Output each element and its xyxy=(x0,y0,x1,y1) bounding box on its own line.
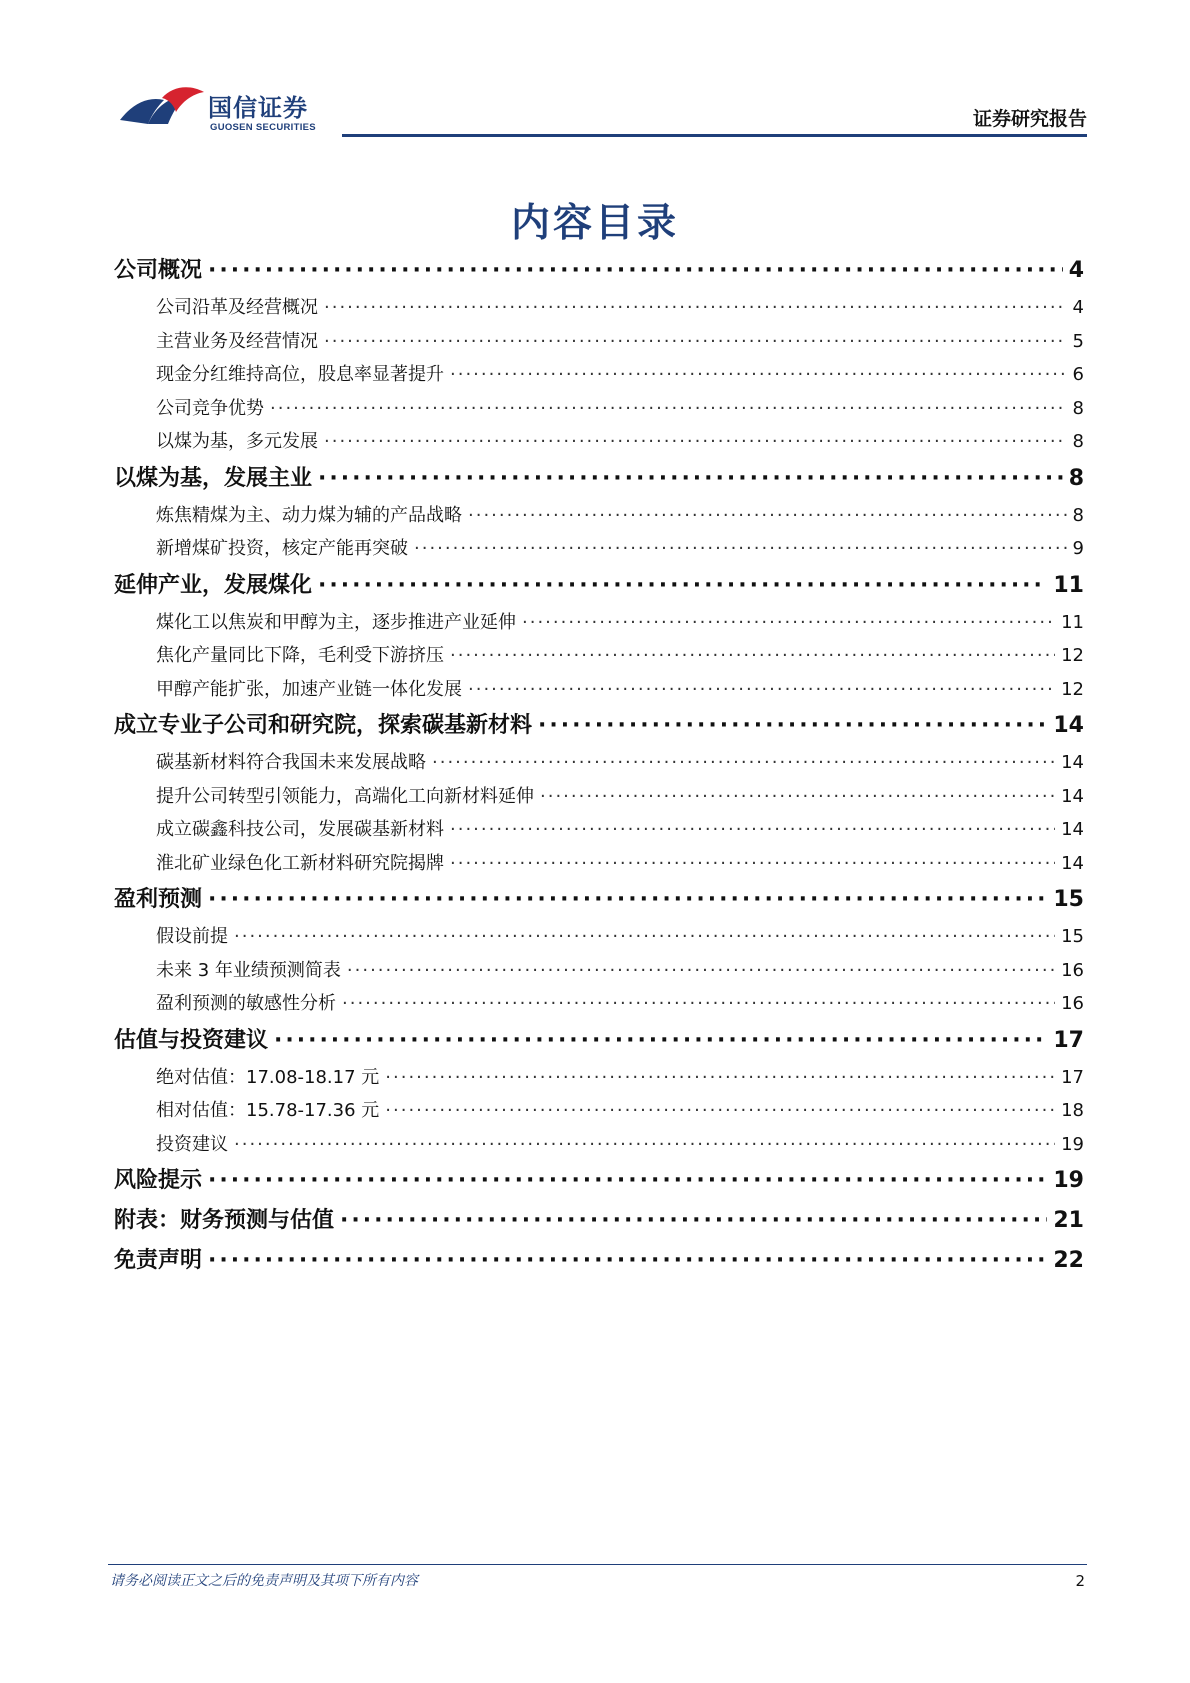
toc-entry-title: 提升公司转型引领能力，高端化工向新材料延伸 xyxy=(156,785,534,807)
toc-subsection[interactable] xyxy=(114,954,1084,988)
toc-subsection[interactable] xyxy=(114,392,1084,426)
toc-leader-dots xyxy=(468,499,1067,533)
toc-subsection[interactable] xyxy=(114,847,1084,881)
company-name-en: GUOSEN SECURITIES xyxy=(210,122,316,133)
toc-entry-title: 现金分红维持高位，股息率显著提升 xyxy=(156,364,444,385)
toc-page-number: 14 xyxy=(1061,819,1084,840)
toc-section[interactable] xyxy=(114,1201,1084,1241)
table-of-contents xyxy=(114,251,1084,1281)
toc-subsection[interactable] xyxy=(114,780,1084,814)
toc-leader-dots xyxy=(324,325,1067,359)
page-header xyxy=(0,0,1190,140)
toc-page-number: 9 xyxy=(1072,538,1084,559)
toc-leader-dots xyxy=(270,392,1067,426)
toc-entry-title: 炼焦精煤为主、动力煤为辅的产品战略 xyxy=(156,504,462,526)
toc-leader-dots xyxy=(208,251,1063,291)
toc-leader-dots xyxy=(450,813,1055,847)
toc-entry-title: 碳基新材料符合我国未来发展战略 xyxy=(156,752,426,773)
toc-leader-dots xyxy=(318,459,1063,499)
toc-leader-dots xyxy=(324,291,1067,325)
page-number: 2 xyxy=(1075,1572,1085,1590)
toc-leader-dots xyxy=(318,566,1047,606)
toc-page-number: 11 xyxy=(1061,611,1084,633)
toc-subsection[interactable] xyxy=(114,291,1084,325)
toc-leader-dots xyxy=(414,532,1067,566)
toc-leader-dots xyxy=(385,1094,1055,1128)
toc-entry-title: 假设前提 xyxy=(156,926,228,947)
toc-leader-dots xyxy=(468,673,1055,707)
toc-entry-title: 延伸产业，发展煤化 xyxy=(114,572,313,598)
toc-subsection[interactable] xyxy=(114,1128,1084,1162)
toc-subsection[interactable] xyxy=(114,499,1084,533)
report-type-label: 证券研究报告 xyxy=(972,108,1087,130)
toc-entry-title: 盈利预测的敏感性分析 xyxy=(156,993,336,1014)
toc-entry-title: 相对估值：15.78-17.36 元 xyxy=(156,1100,380,1121)
toc-page-number: 4 xyxy=(1072,297,1084,318)
toc-subsection[interactable] xyxy=(114,987,1084,1021)
toc-subsection[interactable] xyxy=(114,532,1084,566)
toc-leader-dots xyxy=(208,880,1047,920)
toc-section[interactable] xyxy=(114,1161,1084,1201)
toc-subsection[interactable] xyxy=(114,920,1084,954)
header-divider xyxy=(342,134,1087,137)
toc-page-number: 19 xyxy=(1061,1133,1084,1155)
toc-page-number: 11 xyxy=(1053,572,1084,598)
toc-page-number: 14 xyxy=(1053,713,1084,738)
toc-page-number: 14 xyxy=(1061,852,1084,874)
toc-page-number: 15 xyxy=(1061,926,1084,947)
disclaimer-note: 请务必阅读正文之后的免责声明及其项下所有内容 xyxy=(110,1573,418,1589)
toc-page-number: 19 xyxy=(1053,1168,1084,1193)
toc-page-number: 18 xyxy=(1061,1100,1084,1121)
toc-page-number: 8 xyxy=(1072,504,1084,526)
toc-leader-dots xyxy=(450,847,1055,881)
toc-page-number: 21 xyxy=(1053,1208,1084,1233)
company-name-cn: 国信证券 xyxy=(208,94,308,122)
toc-entry-title: 主营业务及经营情况 xyxy=(156,330,318,352)
toc-entry-title: 附表：财务预测与估值 xyxy=(114,1208,335,1233)
toc-entry-title: 焦化产量同比下降，毛利受下游挤压 xyxy=(156,645,444,666)
toc-subsection[interactable] xyxy=(114,1061,1084,1095)
toc-leader-dots xyxy=(340,1201,1047,1241)
toc-leader-dots xyxy=(432,746,1055,780)
toc-entry-title: 公司沿革及经营概况 xyxy=(156,297,318,318)
toc-page-number: 8 xyxy=(1072,397,1084,419)
toc-page-number: 5 xyxy=(1072,330,1084,352)
toc-page-number: 17 xyxy=(1061,1066,1084,1088)
toc-section[interactable] xyxy=(114,1241,1084,1281)
toc-entry-title: 绝对估值：17.08-18.17 元 xyxy=(156,1066,380,1088)
toc-section[interactable] xyxy=(114,251,1084,291)
toc-entry-title: 免责声明 xyxy=(114,1248,203,1273)
toc-leader-dots xyxy=(347,954,1055,988)
page-title: 内容目录 xyxy=(510,201,679,246)
toc-entry-title: 盈利预测 xyxy=(114,887,203,912)
toc-entry-title: 公司概况 xyxy=(114,258,203,283)
toc-subsection[interactable] xyxy=(114,673,1084,707)
toc-leader-dots xyxy=(274,1021,1047,1061)
toc-leader-dots xyxy=(208,1161,1047,1201)
toc-leader-dots xyxy=(385,1061,1055,1095)
toc-subsection[interactable] xyxy=(114,813,1084,847)
toc-leader-dots xyxy=(540,780,1055,814)
toc-section[interactable] xyxy=(114,566,1084,606)
toc-leader-dots xyxy=(208,1241,1047,1281)
toc-leader-dots xyxy=(538,706,1047,746)
toc-entry-title: 以煤为基，发展主业 xyxy=(114,465,313,491)
toc-leader-dots xyxy=(342,987,1055,1021)
footer-divider xyxy=(108,1564,1087,1565)
toc-page-number: 8 xyxy=(1072,431,1084,452)
toc-subsection[interactable] xyxy=(114,639,1084,673)
toc-entry-title: 甲醇产能扩张，加速产业链一体化发展 xyxy=(156,678,462,700)
toc-entry-title: 投资建议 xyxy=(156,1133,228,1155)
toc-entry-title: 未来 3 年业绩预测简表 xyxy=(156,959,341,981)
toc-section[interactable] xyxy=(114,706,1084,746)
toc-section[interactable] xyxy=(114,1021,1084,1061)
toc-leader-dots xyxy=(234,920,1055,954)
toc-entry-title: 新增煤矿投资，核定产能再突破 xyxy=(156,538,408,559)
toc-page-number: 14 xyxy=(1061,752,1084,773)
toc-page-number: 8 xyxy=(1068,465,1084,491)
toc-entry-title: 估值与投资建议 xyxy=(114,1027,269,1053)
toc-page-number: 16 xyxy=(1061,959,1084,981)
toc-entry-title: 公司竞争优势 xyxy=(156,397,264,419)
toc-page-number: 22 xyxy=(1053,1248,1084,1273)
toc-page-number: 6 xyxy=(1072,364,1084,385)
toc-subsection[interactable] xyxy=(114,325,1084,359)
toc-entry-title: 风险提示 xyxy=(114,1168,203,1193)
toc-page-number: 15 xyxy=(1053,887,1084,912)
toc-page-number: 17 xyxy=(1053,1027,1084,1053)
toc-entry-title: 以煤为基，多元发展 xyxy=(156,431,318,452)
toc-page-number: 14 xyxy=(1061,785,1084,807)
toc-page-number: 12 xyxy=(1061,645,1084,666)
toc-leader-dots xyxy=(522,606,1055,640)
toc-page-number: 4 xyxy=(1068,258,1084,283)
toc-subsection[interactable] xyxy=(114,606,1084,640)
toc-leader-dots xyxy=(234,1128,1055,1162)
toc-page-number: 16 xyxy=(1061,993,1084,1014)
toc-entry-title: 淮北矿业绿色化工新材料研究院揭牌 xyxy=(156,852,444,874)
toc-leader-dots xyxy=(324,425,1067,459)
toc-entry-title: 成立碳鑫科技公司，发展碳基新材料 xyxy=(156,819,444,840)
toc-entry-title: 煤化工以焦炭和甲醇为主，逐步推进产业延伸 xyxy=(156,611,516,633)
toc-leader-dots xyxy=(450,639,1055,673)
toc-subsection[interactable] xyxy=(114,1094,1084,1128)
toc-section[interactable] xyxy=(114,880,1084,920)
toc-section[interactable] xyxy=(114,459,1084,499)
toc-subsection[interactable] xyxy=(114,425,1084,459)
toc-leader-dots xyxy=(450,358,1067,392)
toc-page-number: 12 xyxy=(1061,678,1084,700)
toc-subsection[interactable] xyxy=(114,746,1084,780)
toc-entry-title: 成立专业子公司和研究院，探索碳基新材料 xyxy=(114,713,533,738)
toc-subsection[interactable] xyxy=(114,358,1084,392)
